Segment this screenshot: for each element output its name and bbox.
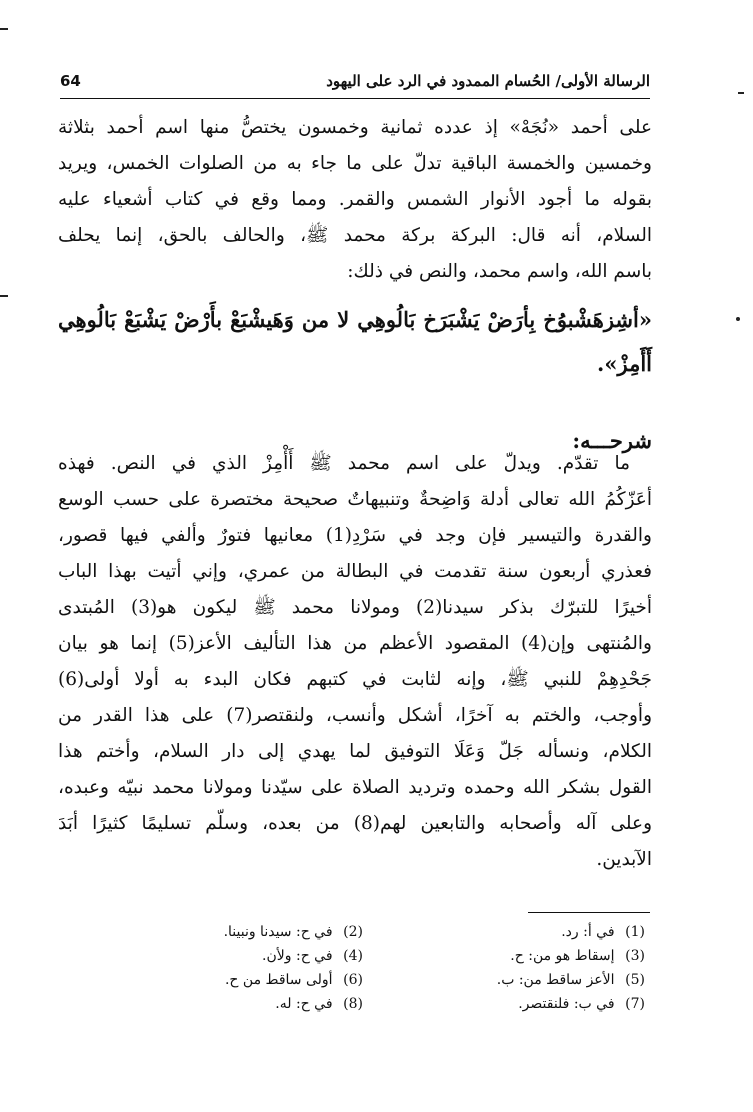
text-line: باسم الله، واسم محمد، والنص في ذلك: (347, 261, 652, 282)
text-line: أعَزّكُمُ الله تعالى أدلة وَاضِحةٌ وتنبيهاتٌ صحيحة مختصرة على حسب الوسع (58, 489, 652, 510)
text-line: فعذري أربعون سنة تقدمت في البطالة من عمري، وإني أتيت بهذا الباب (58, 561, 652, 582)
quote-line: «أشِزهَشْبوُخ بِأرَضْ يَشْبَرَخ بَالُوهِي لا من وَهَيشْبَعْ بأَرْضْ يَشْبَعْ بَالُوهِي (58, 307, 652, 332)
page-number: 64 (60, 72, 81, 90)
text-line: والقدرة والتيسير فإن وجد في سَرْدِ(1) معانيها فتورٌ وألفي فيها قصور، (58, 525, 652, 546)
text-line: على أحمد «نُجَهْ» إذ عدده ثمانية وخمسون يختصُّ منها اسم أحمد بثلاثة (58, 117, 652, 138)
footnote: (5) الأعز ساقط من: ب. (496, 972, 645, 988)
footnote: (2) في ح: سيدنا ونبينا. (223, 924, 363, 940)
text-line: أخيرًا للتبرّك بذكر سيدنا(2) ومولانا محمد ﷺ ليكون هو(3) المُبتدى (58, 597, 653, 618)
text-line: وخمسين والخمسة الباقية تدلّ على ما جاء به من الصلوات الخمس، ويريد (58, 153, 652, 174)
footnote: (3) إسقاط هو من: ح. (510, 948, 645, 964)
text-line: بقوله ما أجود الأنوار الشمس والقمر. ومما وقع في كتاب أشعياء عليه (58, 189, 652, 210)
text-line: جَحْدِهِمْ للنبي ﷺ، وإنه لثابت في كتبهم فكان البدء به أولا أولى(6) (58, 669, 652, 690)
section-heading: شرحـــه: (572, 428, 652, 453)
text-line: ما تقدّم. ويدلّ على اسم محمد ﷺ أَأْمِزْ الذي في النص. فهذه (58, 453, 630, 474)
scan-mark-right (738, 92, 744, 94)
scan-mark-left (0, 295, 8, 297)
text-line: وأوجب، والختم به آخرًا، أشكل وأنسب، ولنقتصر(7) على هذا القدر من (58, 705, 653, 726)
running-header (60, 66, 650, 96)
header-rule (60, 98, 650, 99)
footnote: (6) أولى ساقط من ح. (224, 972, 363, 988)
quote-line: أَأَمِزْ». (597, 351, 652, 376)
text-line: القول بشكر الله وحمده وترديد الصلاة على سيّدنا ومولانا محمد نبيّه وعبده، (58, 777, 652, 798)
footnote: (4) في ح: ولأن. (262, 948, 363, 964)
footnote: (7) في ب: فلنقتصر. (518, 996, 645, 1012)
footnote-rule (528, 912, 650, 913)
paragraph-1 (58, 110, 652, 290)
footnote-column-left (224, 920, 363, 1016)
scan-mark-top-left (0, 28, 8, 30)
text-line: الكلام، ونسأله جَلّ وَعَلَا التوفيق لما يهدي إلى دار السلام، وأختم هذا (58, 741, 652, 762)
text-line: السلام، أنه قال: البركة بركة محمد ﷺ، والحالف بالحق، إنما يحلف (58, 225, 652, 246)
text-line: والمُنتهى وإن(4) المقصود الأعظم من هذا التأليف الأعز(5) إنما هو بيان (58, 633, 652, 654)
footnote: (8) في ح: له. (275, 996, 363, 1012)
text-line: وعلى آله وأصحابه والتابعين لهم(8) من بعده، وسلّم تسليمًا كثيرًا أبَدَ (58, 813, 653, 834)
footnote: (1) في أ: رد. (561, 924, 645, 940)
text-line: الآبدين. (596, 849, 652, 870)
paragraph-2 (58, 446, 652, 878)
footnote-column-right (497, 920, 645, 1016)
running-title: الرسالة الأولى/ الحُسام الممدود في الرد على اليهود (326, 72, 650, 90)
scan-dot-right (736, 317, 740, 321)
hebrew-quotation (58, 298, 652, 386)
